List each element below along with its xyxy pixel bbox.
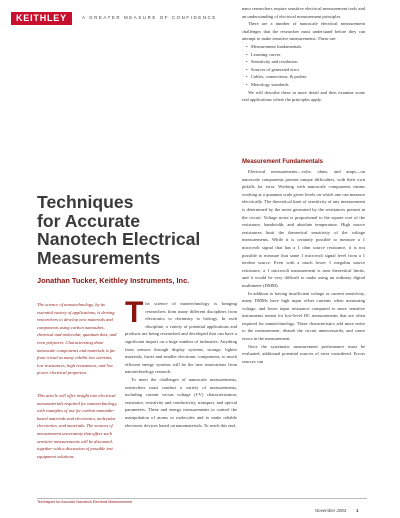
list-item: • Sensitivity and resolution [246,58,365,66]
article-title [37,193,257,267]
column-3-section [242,168,365,365]
challenges-list [242,43,365,89]
title-line: Measurements [37,247,161,268]
section-heading: Measurement Fundamentals [242,159,324,165]
drop-cap: T [125,296,144,329]
body-paragraph: Electrical measurements—volts, ohms, and amps—on nanoscale components present unique difficulties, with their own pitfalls for error. Working with nanoscale components means working at a quantum scale given levels on which one can measure electrically. The theoretical limit of sensitivity of any measurement is determined by the noise generated by the resistances present in the circuit. Voltage noise is proportional to the square root of the resistance, bandwidth, and absolute temperature. High source resistances limit the theoretical sensitivity of the voltage measurements. While it is certainly possible to measure a 1 microvolt signal that has a 1 ohm source resistance, it is not possible to measure that same 1 microvolt signal level from a 1 terohm source. Even with a much lower 1 megohm source resistance, a 1 microvolt measurement is near theoretical limits, and it would be very difficult to make using an ordinary digital multimeter (DMM). [242,169,365,288]
footer-divider [37,498,367,499]
body-paragraph: To meet the challenges of nanoscale measurements, researchers must conduct a variety of measurements, including current versus voltage (I-V) characterization, resistance, resistivity and conductivity, transport, and optical parameters. These and energy measurements to control the manipulation of atoms or molecules and to make reliable electronic devices based on nanomaterials. To reach this end, [125,376,237,428]
page-number: 1 [356,508,359,513]
body-paragraph: In addition to having insufficient voltage or current sensitivity, many DMMs have high input offset currents when measuring voltage, and lower input resistance compared to more sensitive instruments meant for low-level DC measurements that are often required for nanotechnology. These characteristics add more noise to the measurement, disturb the circuit unnecessarily, and cause errors in the measurement. [242,290,365,342]
list-item: • Metrology standards [246,81,365,89]
body-paragraph: nano researchers require sensitive electrical measurement tools and an understanding of electrical measurement principles. [242,6,365,19]
column-3-top [242,5,365,104]
byline: Jonathan Tucker, Keithley Instruments, Inc. [37,276,190,285]
list-item: • Sources of generated error [246,66,365,74]
column-2 [125,296,237,429]
intro-text: he science of nanotechnology is bringing researchers from many different disciplines from electronics to chemistry to biology. In each discipline, a variety of potential applications and products are being researched and developed that can have a significant impact on a huge number of industries. Anything from sensors through display systems, storage, lighter materials, faster and smaller electronic components, to much efficient energy systems will be the new innovations from nanotechnology research. [125,301,237,375]
title-line: Techniques [37,192,134,212]
body-paragraph: There are a number of nanoscale electrical measurement challenges that the researcher must understand before they can attempt to make sensitive measurements. These are: [242,21,365,42]
intro-paragraph [125,296,237,376]
body-paragraph: We will describe these in more detail and then examine some real applications where the principles apply. [242,89,365,103]
abstract-paragraph-2: This article will offer insight into electrical nanomaterials required for nanotechnology, with examples of use for carbon nanotube-based materials and electronics, molecular electronics, and materials. The sources of measurement uncertainty that affect such sensitive measurements will be discussed, together with a discussion of possible test equipment solutions. [37,393,118,459]
tagline: A GREATER MEASURE OF CONFIDENCE [82,15,217,20]
title-line: for Accurate [37,210,140,231]
body-paragraph: Once the systematic measurement performance must be evaluated, additional potential sources of error considered. Errors sources can [242,343,365,364]
keithley-logo: KEITHLEY [11,12,72,25]
abstract-paragraph-1: The science of nanotechnology, by its essential variety of applications, is driving researchers to develop new materials and components using carbon nanotubes, chemical and molecular, quantum dots, and even polymers. Characterizing these nanoscale components and materials is far from trivial as many exhibit low currents, low resistances, high resistances, and low power electrical properties. [37,302,117,376]
footer-issue-date: November 2003 [315,508,347,513]
footer-running-title: Techniques for Accurate Nanotech Electrical Measurements [37,500,133,504]
list-item: • Cables, connections, & probes [246,73,365,81]
list-item: • Learning curves [246,51,365,59]
list-item: • Measurement fundamentals [246,43,365,51]
title-line: Nanotech Electrical [37,229,201,249]
